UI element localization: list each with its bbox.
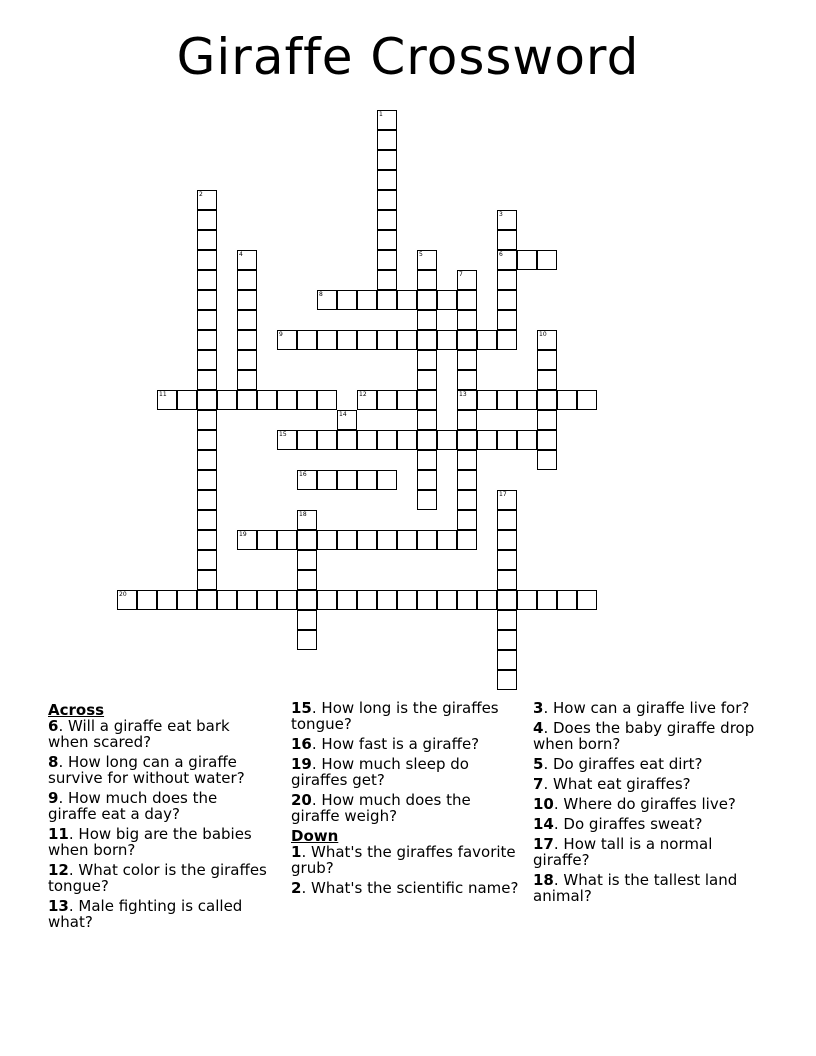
grid-cell[interactable] [337, 430, 357, 450]
grid-cell[interactable] [497, 310, 517, 330]
grid-cell[interactable] [357, 430, 377, 450]
clue-item-separator: . [553, 871, 564, 889]
grid-cell[interactable] [577, 590, 597, 610]
clue-number: 17 [499, 491, 507, 498]
clue-number: 7 [459, 271, 463, 278]
grid-cell[interactable] [257, 590, 277, 610]
clue-item-number: 6 [48, 717, 59, 735]
clue-item [48, 754, 268, 786]
grid-cell[interactable] [197, 470, 217, 490]
clue-column-1 [48, 700, 268, 934]
clue-item-text: Will a giraffe eat bark when scared? [48, 717, 230, 751]
grid-cell[interactable] [497, 530, 517, 550]
clue-item-text: Does the baby giraffe drop when born? [533, 719, 755, 753]
grid-cell[interactable] [457, 470, 477, 490]
grid-cell[interactable] [577, 390, 597, 410]
clue-item-text: Male fighting is called what? [48, 897, 243, 931]
grid-cell[interactable] [337, 470, 357, 490]
grid-cell[interactable] [417, 590, 437, 610]
grid-cell[interactable] [457, 410, 477, 430]
clue-item [533, 816, 768, 832]
clue-item [291, 844, 521, 876]
grid-cell[interactable] [357, 390, 377, 410]
grid-cell[interactable] [457, 450, 477, 470]
grid-cell[interactable] [437, 590, 457, 610]
clue-number: 15 [279, 431, 287, 438]
grid-cell[interactable] [497, 290, 517, 310]
grid-cell[interactable] [357, 470, 377, 490]
grid-cell[interactable] [197, 350, 217, 370]
grid-cell[interactable] [377, 330, 397, 350]
grid-cell[interactable] [417, 490, 437, 510]
grid-cell[interactable] [477, 430, 497, 450]
grid-cell[interactable] [377, 170, 397, 190]
grid-cell[interactable] [537, 350, 557, 370]
clue-item-separator: . [553, 795, 564, 813]
grid-cell[interactable] [497, 210, 517, 230]
grid-cell[interactable] [537, 430, 557, 450]
grid-cell[interactable] [397, 290, 417, 310]
grid-cell[interactable] [197, 370, 217, 390]
clue-item-text: Where do giraffes live? [563, 795, 736, 813]
clue-column-2 [291, 700, 521, 900]
grid-cell[interactable] [297, 390, 317, 410]
grid-cell[interactable] [197, 290, 217, 310]
grid-cell[interactable] [497, 390, 517, 410]
clue-item-separator: . [58, 717, 68, 735]
grid-cell[interactable] [337, 290, 357, 310]
grid-cell[interactable] [237, 250, 257, 270]
grid-cell[interactable] [377, 530, 397, 550]
clue-number: 11 [159, 391, 167, 398]
grid-cell[interactable] [237, 270, 257, 290]
grid-cell[interactable] [417, 410, 437, 430]
grid-cell[interactable] [457, 590, 477, 610]
grid-cell[interactable] [457, 350, 477, 370]
grid-cell[interactable] [417, 450, 437, 470]
clue-number: 9 [279, 331, 283, 338]
grid-cell[interactable] [437, 290, 457, 310]
grid-cell[interactable] [457, 430, 477, 450]
clue-item-number: 17 [533, 835, 554, 853]
grid-cell[interactable] [337, 590, 357, 610]
clue-item-number: 10 [533, 795, 554, 813]
clue-item [291, 792, 521, 824]
clue-item-text: How fast is a giraffe? [321, 735, 480, 753]
grid-cell[interactable] [197, 210, 217, 230]
clue-item-separator: . [301, 879, 311, 897]
clue-number: 6 [499, 251, 503, 258]
clue-number: 10 [539, 331, 547, 338]
grid-cell[interactable] [337, 330, 357, 350]
grid-cell[interactable] [417, 470, 437, 490]
clue-item-text: What color is the giraffes tongue? [48, 861, 267, 895]
grid-cell[interactable] [197, 190, 217, 210]
grid-cell[interactable] [197, 490, 217, 510]
grid-cell[interactable] [197, 530, 217, 550]
grid-cell[interactable] [437, 530, 457, 550]
grid-cell[interactable] [257, 390, 277, 410]
clue-item-number: 7 [533, 775, 544, 793]
grid-cell[interactable] [277, 430, 297, 450]
grid-cell[interactable] [297, 330, 317, 350]
clue-item [533, 872, 768, 904]
clue-item [533, 756, 768, 772]
grid-cell[interactable] [297, 570, 317, 590]
clue-item-number: 15 [291, 699, 312, 717]
grid-cell[interactable] [297, 530, 317, 550]
grid-cell[interactable] [457, 310, 477, 330]
grid-cell[interactable] [237, 590, 257, 610]
grid-cell[interactable] [237, 330, 257, 350]
grid-cell[interactable] [557, 390, 577, 410]
grid-cell[interactable] [337, 530, 357, 550]
clue-item [48, 898, 268, 930]
clue-item-text: How much sleep do giraffes get? [291, 755, 469, 789]
clue-item-number: 3 [533, 699, 544, 717]
grid-cell[interactable] [537, 590, 557, 610]
grid-cell[interactable] [197, 270, 217, 290]
grid-cell[interactable] [377, 390, 397, 410]
grid-cell[interactable] [497, 590, 517, 610]
clue-item-text: What's the scientific name? [310, 879, 519, 897]
clue-item-number: 1 [291, 843, 302, 861]
clue-item-number: 19 [291, 755, 312, 773]
grid-cell[interactable] [517, 590, 537, 610]
grid-cell[interactable] [237, 350, 257, 370]
clue-item-separator: . [311, 755, 322, 773]
grid-cell[interactable] [197, 430, 217, 450]
clue-item [48, 826, 268, 858]
clue-item-separator: . [311, 735, 322, 753]
clue-number: 20 [119, 591, 127, 598]
grid-cell[interactable] [257, 530, 277, 550]
grid-cell[interactable] [197, 230, 217, 250]
down-heading: Down [291, 827, 339, 845]
clue-item [291, 880, 521, 896]
grid-cell[interactable] [437, 330, 457, 350]
clue-item-separator: . [543, 699, 553, 717]
clue-item-text: How can a giraffe live for? [552, 699, 750, 717]
grid-cell[interactable] [397, 590, 417, 610]
clue-number: 2 [199, 191, 203, 198]
grid-cell[interactable] [317, 390, 337, 410]
grid-cell[interactable] [517, 250, 537, 270]
grid-cell[interactable] [417, 310, 437, 330]
clue-item-separator: . [68, 897, 79, 915]
grid-cell[interactable] [457, 530, 477, 550]
grid-cell[interactable] [417, 530, 437, 550]
clue-item-text: Do giraffes eat dirt? [552, 755, 703, 773]
clue-item [533, 796, 768, 812]
grid-cell[interactable] [497, 610, 517, 630]
grid-cell[interactable] [297, 510, 317, 530]
grid-cell[interactable] [377, 590, 397, 610]
grid-cell[interactable] [137, 590, 157, 610]
clue-item-text: How much does the giraffe weigh? [291, 791, 471, 825]
clue-item-number: 5 [533, 755, 544, 773]
grid-cell[interactable] [477, 590, 497, 610]
clue-item-separator: . [68, 861, 79, 879]
clue-item-number: 8 [48, 753, 59, 771]
clue-item [533, 700, 768, 716]
grid-cell[interactable] [297, 630, 317, 650]
grid-cell[interactable] [517, 430, 537, 450]
clue-item-separator: . [311, 699, 322, 717]
clue-item-text: How much does the giraffe eat a day? [48, 789, 218, 823]
grid-cell[interactable] [497, 430, 517, 450]
grid-cell[interactable] [517, 390, 537, 410]
clue-item-text: Do giraffes sweat? [563, 815, 703, 833]
grid-cell[interactable] [237, 310, 257, 330]
grid-cell[interactable] [177, 590, 197, 610]
grid-cell[interactable] [417, 250, 437, 270]
grid-cell[interactable] [417, 290, 437, 310]
grid-cell[interactable] [397, 390, 417, 410]
grid-cell[interactable] [457, 270, 477, 290]
clue-item-number: 12 [48, 861, 69, 879]
grid-cell[interactable] [437, 430, 457, 450]
clue-item-number: 2 [291, 879, 302, 897]
clue-item-separator: . [553, 815, 564, 833]
grid-cell[interactable] [537, 450, 557, 470]
grid-cell[interactable] [377, 130, 397, 150]
grid-cell[interactable] [457, 370, 477, 390]
grid-cell[interactable] [337, 410, 357, 430]
grid-cell[interactable] [497, 630, 517, 650]
grid-cell[interactable] [197, 250, 217, 270]
clue-item-text: How long can a giraffe survive for without water? [48, 753, 245, 787]
grid-cell[interactable] [537, 250, 557, 270]
page-title: Giraffe Crossword [176, 28, 640, 86]
clue-number: 19 [239, 531, 247, 538]
grid-cell[interactable] [497, 490, 517, 510]
clue-number: 4 [239, 251, 243, 258]
clue-item-number: 14 [533, 815, 554, 833]
clue-number: 14 [339, 411, 347, 418]
grid-cell[interactable] [497, 570, 517, 590]
grid-cell[interactable] [197, 590, 217, 610]
clue-item-text: What's the giraffes favorite grub? [291, 843, 516, 877]
grid-cell[interactable] [497, 330, 517, 350]
grid-cell[interactable] [497, 270, 517, 290]
grid-cell[interactable] [497, 670, 517, 690]
clue-item-number: 11 [48, 825, 69, 843]
grid-cell[interactable] [397, 330, 417, 350]
grid-cell[interactable] [217, 390, 237, 410]
clue-item-separator: . [58, 789, 68, 807]
grid-cell[interactable] [277, 390, 297, 410]
clue-item-number: 18 [533, 871, 554, 889]
grid-cell[interactable] [497, 550, 517, 570]
grid-cell[interactable] [317, 470, 337, 490]
grid-cell[interactable] [417, 350, 437, 370]
grid-cell[interactable] [197, 410, 217, 430]
grid-cell[interactable] [217, 590, 237, 610]
clue-item [48, 718, 268, 750]
grid-cell[interactable] [197, 570, 217, 590]
grid-cell[interactable] [377, 190, 397, 210]
grid-cell[interactable] [417, 390, 437, 410]
clue-item-number: 4 [533, 719, 544, 737]
grid-cell[interactable] [377, 150, 397, 170]
grid-cell[interactable] [277, 530, 297, 550]
grid-cell[interactable] [197, 310, 217, 330]
grid-cell[interactable] [537, 370, 557, 390]
grid-cell[interactable] [357, 330, 377, 350]
grid-cell[interactable] [397, 530, 417, 550]
clue-item-text: What is the tallest land animal? [533, 871, 738, 905]
grid-cell[interactable] [297, 550, 317, 570]
grid-cell[interactable] [297, 430, 317, 450]
grid-cell[interactable] [497, 510, 517, 530]
clue-column-3 [533, 700, 768, 908]
clue-item-text: How big are the babies when born? [48, 825, 252, 859]
clue-item-separator: . [58, 753, 68, 771]
grid-cell[interactable] [397, 430, 417, 450]
grid-cell[interactable] [317, 430, 337, 450]
grid-cell[interactable] [497, 650, 517, 670]
clue-item-text: How long is the giraffes tongue? [291, 699, 499, 733]
clue-number: 3 [499, 211, 503, 218]
clue-number: 5 [419, 251, 423, 258]
across-heading: Across [48, 701, 105, 719]
clue-item-text: How tall is a normal giraffe? [533, 835, 713, 869]
clue-item-number: 16 [291, 735, 312, 753]
grid-cell[interactable] [157, 590, 177, 610]
grid-cell[interactable] [417, 430, 437, 450]
grid-cell[interactable] [197, 510, 217, 530]
clue-number: 13 [459, 391, 467, 398]
grid-cell[interactable] [357, 590, 377, 610]
grid-cell[interactable] [297, 610, 317, 630]
grid-cell[interactable] [377, 290, 397, 310]
grid-cell[interactable] [457, 390, 477, 410]
grid-cell[interactable] [317, 330, 337, 350]
grid-cell[interactable] [297, 590, 317, 610]
grid-cell[interactable] [537, 330, 557, 350]
grid-cell[interactable] [417, 330, 437, 350]
clue-item-separator: . [553, 835, 564, 853]
clue-number: 8 [319, 291, 323, 298]
grid-cell[interactable] [377, 250, 397, 270]
grid-cell[interactable] [477, 330, 497, 350]
clue-item-separator: . [543, 775, 553, 793]
grid-cell[interactable] [457, 490, 477, 510]
clue-item [48, 790, 268, 822]
grid-cell[interactable] [537, 390, 557, 410]
grid-cell[interactable] [157, 390, 177, 410]
grid-cell[interactable] [297, 470, 317, 490]
clue-item-number: 9 [48, 789, 59, 807]
grid-cell[interactable] [477, 390, 497, 410]
clue-item [533, 720, 768, 752]
grid-cell[interactable] [377, 230, 397, 250]
grid-cell[interactable] [317, 290, 337, 310]
grid-cell[interactable] [377, 110, 397, 130]
grid-cell[interactable] [237, 530, 257, 550]
grid-cell[interactable] [357, 290, 377, 310]
grid-cell[interactable] [197, 390, 217, 410]
grid-cell[interactable] [377, 430, 397, 450]
grid-cell[interactable] [317, 590, 337, 610]
grid-cell[interactable] [557, 590, 577, 610]
grid-cell[interactable] [417, 370, 437, 390]
grid-cell[interactable] [197, 330, 217, 350]
clue-number: 12 [359, 391, 367, 398]
grid-cell[interactable] [277, 590, 297, 610]
clue-item-separator: . [543, 719, 553, 737]
grid-cell[interactable] [377, 210, 397, 230]
clue-item [48, 862, 268, 894]
grid-cell[interactable] [457, 330, 477, 350]
grid-cell[interactable] [457, 510, 477, 530]
clue-number: 16 [299, 471, 307, 478]
clue-item [291, 756, 521, 788]
grid-cell[interactable] [537, 410, 557, 430]
grid-cell[interactable] [197, 550, 217, 570]
clue-item-text: What eat giraffes? [552, 775, 691, 793]
grid-cell[interactable] [377, 270, 397, 290]
grid-cell[interactable] [237, 390, 257, 410]
clue-item [533, 836, 768, 868]
grid-cell[interactable] [457, 290, 477, 310]
grid-cell[interactable] [357, 530, 377, 550]
grid-cell[interactable] [197, 450, 217, 470]
clue-item [291, 700, 521, 732]
clue-number: 1 [379, 111, 383, 118]
clue-item-separator: . [68, 825, 79, 843]
grid-cell[interactable] [317, 530, 337, 550]
grid-cell[interactable] [377, 470, 397, 490]
grid-cell[interactable] [277, 330, 297, 350]
grid-cell[interactable] [497, 250, 517, 270]
grid-cell[interactable] [177, 390, 197, 410]
clue-number: 18 [299, 511, 307, 518]
clue-item-separator: . [301, 843, 311, 861]
clue-item-number: 20 [291, 791, 312, 809]
clue-item-separator: . [311, 791, 322, 809]
grid-cell[interactable] [117, 590, 137, 610]
grid-cell[interactable] [497, 230, 517, 250]
clue-item [533, 776, 768, 792]
grid-cell[interactable] [417, 270, 437, 290]
clue-item-separator: . [543, 755, 553, 773]
grid-cell[interactable] [237, 370, 257, 390]
clue-item [291, 736, 521, 752]
grid-cell[interactable] [237, 290, 257, 310]
clue-item-number: 13 [48, 897, 69, 915]
